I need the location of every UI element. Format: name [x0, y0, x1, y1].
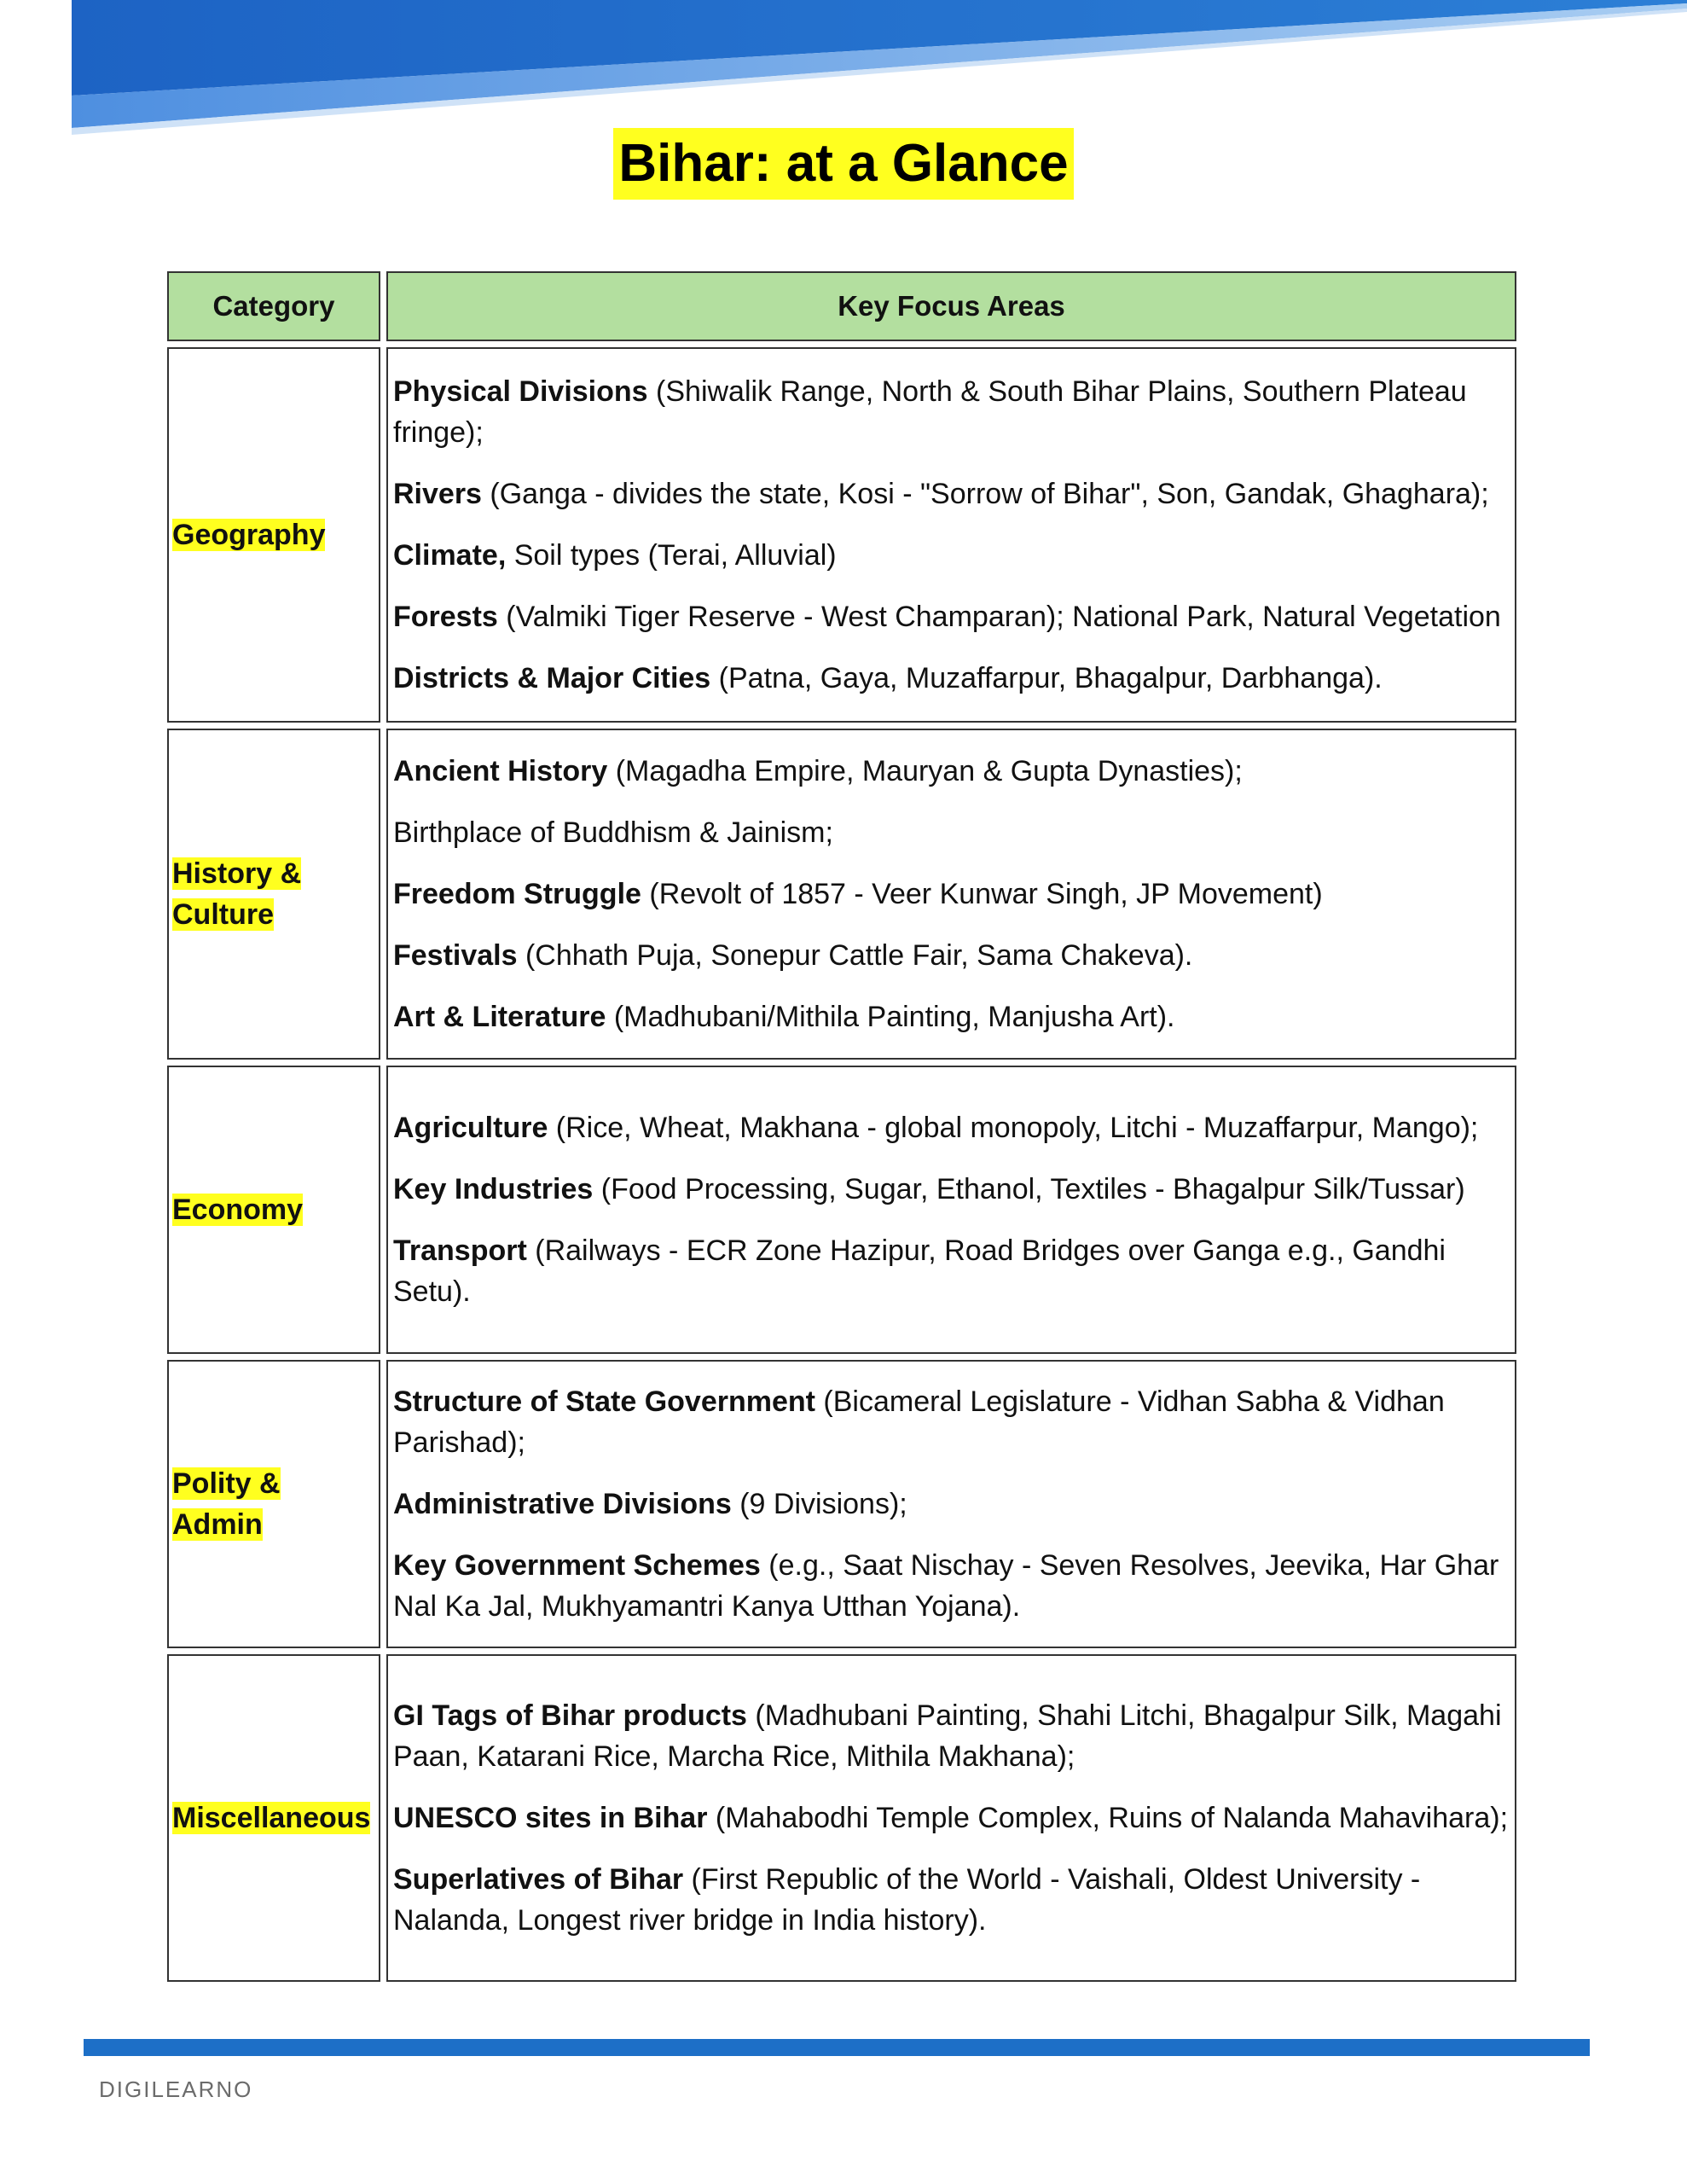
focus-item: Structure of State Government (Bicameral Legislature - Vidhan Sabha & Vidhan Parishad); [393, 1385, 1445, 1459]
focus-item: Transport (Railways - ECR Zone Hazipur, Road Bridges over Ganga e.g., Gandhi Setu). [393, 1234, 1446, 1308]
focus-item: Birthplace of Buddhism & Jainism; [393, 816, 833, 849]
focus-item: Key Government Schemes (e.g., Saat Nischay - Seven Resolves, Jeevika, Har Ghar Nal Ka Jal, Mukhyamantri Kanya Utthan Yojana). [393, 1549, 1499, 1623]
focus-areas-cell [386, 1066, 1516, 1354]
category-label: Economy [172, 1194, 304, 1226]
page-title: Bihar: at a Glance [613, 128, 1073, 200]
focus-item: GI Tags of Bihar products (Madhubani Painting, Shahi Litchi, Bhagalpur Silk, Magahi Paan, Katarani Rice, Marcha Rice, Mithila Makhana); [393, 1699, 1502, 1773]
category-cell [167, 1066, 380, 1354]
focus-item: Agriculture (Rice, Wheat, Makhana - global monopoly, Litchi - Muzaffarpur, Mango); [393, 1112, 1479, 1144]
category-label: Polity & Admin [172, 1467, 281, 1541]
category-label: Miscellaneous [172, 1802, 371, 1834]
focus-item: Climate, Soil types (Terai, Alluvial) [393, 539, 837, 572]
focus-areas-cell [386, 1360, 1516, 1648]
focus-item: Ancient History (Magadha Empire, Mauryan & Gupta Dynasties); [393, 755, 1243, 787]
focus-item: Rivers (Ganga - divides the state, Kosi - "Sorrow of Bihar", Son, Gandak, Ghaghara); [393, 478, 1489, 510]
table-row [167, 1654, 1516, 1982]
footer-bar [84, 2039, 1590, 2056]
table-row [167, 1066, 1516, 1354]
title-container [0, 128, 1687, 200]
header-key-focus-areas: Key Focus Areas [386, 271, 1516, 341]
focus-areas-cell [386, 1654, 1516, 1982]
focus-item: Festivals (Chhath Puja, Sonepur Cattle Fair, Sama Chakeva). [393, 939, 1193, 972]
table-row [167, 347, 1516, 723]
footer-brand: DIGILEARNO [99, 2077, 253, 2102]
category-label: History & Culture [172, 857, 302, 931]
table-row [167, 729, 1516, 1060]
focus-areas-cell [386, 729, 1516, 1060]
focus-item: Superlatives of Bihar (First Republic of the World - Vaishali, Oldest University - Nalanda, Longest river bridge in India history). [393, 1863, 1421, 1937]
focus-areas-cell [386, 347, 1516, 723]
focus-item: UNESCO sites in Bihar (Mahabodhi Temple Complex, Ruins of Nalanda Mahavihara); [393, 1802, 1509, 1834]
focus-item: Freedom Struggle (Revolt of 1857 - Veer Kunwar Singh, JP Movement) [393, 878, 1323, 910]
focus-item: Key Industries (Food Processing, Sugar, Ethanol, Textiles - Bhagalpur Silk/Tussar) [393, 1173, 1465, 1205]
focus-item: Art & Literature (Madhubani/Mithila Painting, Manjusha Art). [393, 1001, 1175, 1033]
header-banner [0, 0, 1687, 145]
glance-table [161, 265, 1522, 1988]
focus-item: Forests (Valmiki Tiger Reserve - West Champaran); National Park, Natural Vegetation [393, 601, 1501, 633]
table-header-row [167, 271, 1516, 341]
focus-item: Physical Divisions (Shiwalik Range, North & South Bihar Plains, Southern Plateau fringe); [393, 375, 1467, 449]
category-cell [167, 1654, 380, 1982]
focus-item: Districts & Major Cities (Patna, Gaya, Muzaffarpur, Bhagalpur, Darbhanga). [393, 662, 1383, 694]
category-cell [167, 729, 380, 1060]
header-category: Category [167, 271, 380, 341]
table-row [167, 1360, 1516, 1648]
category-label: Geography [172, 519, 326, 551]
focus-item: Administrative Divisions (9 Divisions); [393, 1488, 907, 1520]
category-cell [167, 347, 380, 723]
category-cell [167, 1360, 380, 1648]
